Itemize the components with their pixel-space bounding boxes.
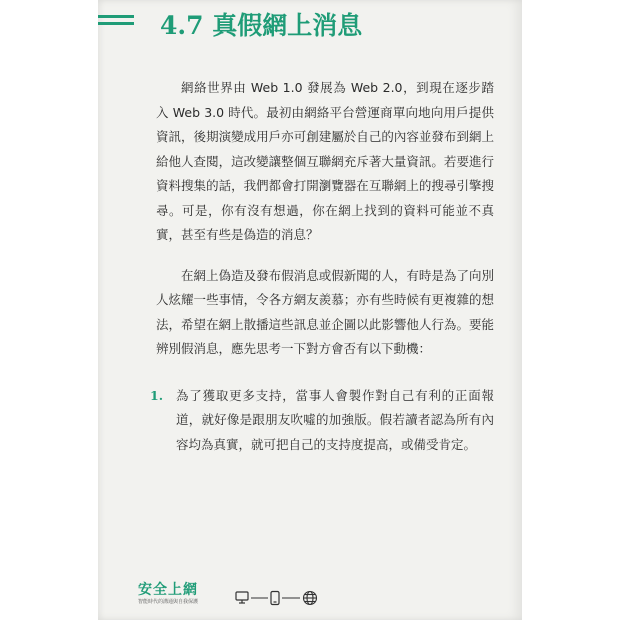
motive-list [150,384,494,458]
book-brand [138,582,222,606]
section-title: 4.7 真假網上消息 [160,11,363,40]
accent-bar [98,15,134,18]
list-number: 1. [150,387,164,403]
phone-icon [271,592,279,605]
paragraph-2: 在網上偽造及發布假消息或假新聞的人，有時是為了向別人炫耀一些事情，令各方網友羨慕；亦有些時候有更複雜的想法，希望在網上散播這些訊息並企圖以此影響他人行為。要能辨別假消息，應先思考一下對方會否有以下動機： [156,267,494,356]
globe-icon [304,592,317,605]
accent-bar [98,22,134,25]
computer-icon [236,592,248,603]
brand-tagline: 智能時代的溝通與自我保護 [138,599,199,605]
page-footer [138,582,438,612]
footer-icon-row [234,590,330,606]
book-page [98,0,522,620]
paragraph-1: 網絡世界由 Web 1.0 發展為 Web 2.0，到現在逐步踏入 Web 3.0 時代。最初由網絡平台營運商單向地向用戶提供資訊，後期演變成用戶亦可創建屬於自己的內容並發布到網上給他人查閱，這改變讓整個互聯網充斥著大量資訊。若要進行資料搜集的話，我們都會打開瀏覽器在互聯網上的搜尋引擎搜尋。可是，你有沒有想過，你在網上找到的資料可能並不真實，甚至有些是偽造的消息？ [156,80,494,242]
body-text [150,76,494,457]
list-item [150,384,494,458]
brand-title: 安全上網 [138,582,198,598]
list-text: 為了獲取更多支持，當事人會製作對自己有利的正面報道，就好像是跟朋友吹噓的加強版。假若讀者認為所有內容均為真實，就可把自己的支持度提高，或備受肯定。 [176,387,494,452]
title-accent-bars [98,15,134,29]
